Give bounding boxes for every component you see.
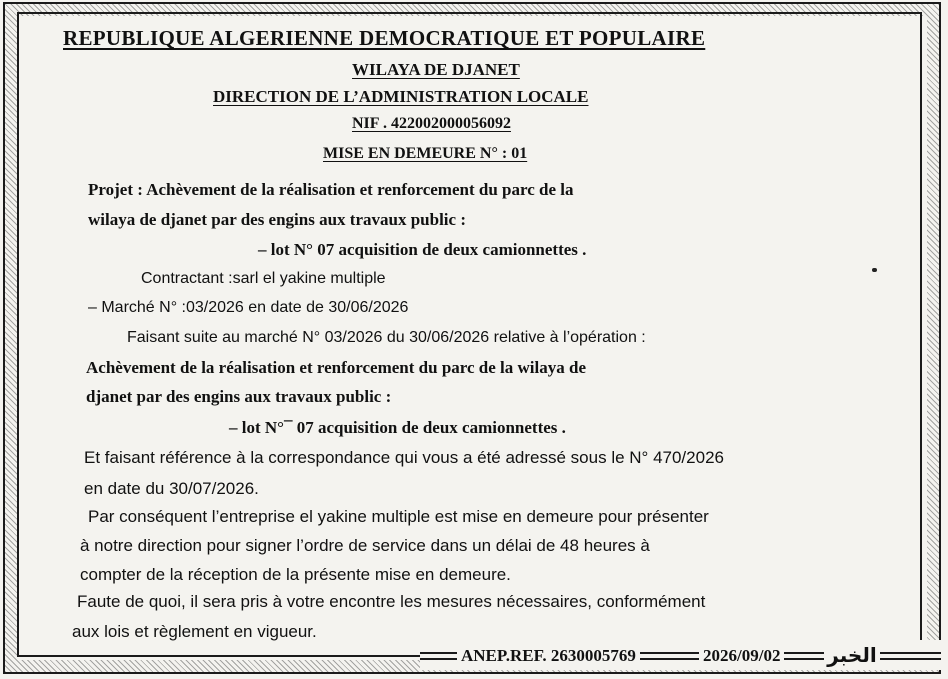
anep-reference: ANEP.REF. 2630005769	[457, 646, 640, 666]
marche-line: – Marché N° :03/2026 en date de 30/06/2026	[88, 299, 409, 316]
republic-heading: REPUBLIQUE ALGERIENNE DEMOCRATIQUE ET POPULAIRE	[63, 26, 706, 50]
project-line-2: wilaya de djanet par des engins aux travaux public :	[88, 210, 466, 229]
publication-date: 2026/09/02	[699, 646, 784, 666]
reference-line-2: en date du 30/07/2026.	[84, 479, 259, 498]
reference-line-1: Et faisant référence à la correspondance qui vous a été adressé sous le N° 470/2026	[84, 448, 724, 467]
consequence-line-3: compter de la réception de la présente mise en demeure.	[80, 565, 511, 584]
project-line-1: Projet : Achèvement de la réalisation et renforcement du parc de la	[88, 180, 574, 199]
contractant-line: Contractant :sarl el yakine multiple	[141, 270, 386, 287]
notice-title: MISE EN DEMEURE N° : 01	[323, 145, 528, 162]
lot-line-2: – lot N°¯ 07 acquisition de deux camionnettes .	[229, 418, 566, 437]
consequence-line-1: Par conséquent l’entreprise el yakine multiple est mise en demeure pour présenter	[88, 507, 709, 526]
logo-text: الخبر	[827, 643, 877, 667]
newspaper-logo	[824, 642, 880, 668]
consequence-line-2: à notre direction pour signer l’ordre de service dans un délai de 48 heures à	[80, 536, 650, 555]
suite-line: Faisant suite au marché N° 03/2026 du 30/06/2026 relative à l’opération :	[127, 329, 646, 346]
el-khabar-logo-icon	[824, 642, 880, 668]
direction-heading: DIRECTION DE L’ADMINISTRATION LOCALE	[213, 87, 589, 106]
lot-line-1: – lot N° 07 acquisition de deux camionnettes .	[258, 240, 587, 259]
achevement-line-2: djanet par des engins aux travaux public :	[86, 387, 392, 406]
wilaya-heading: WILAYA DE DJANET	[352, 60, 520, 79]
faute-line-1: Faute de quoi, il sera pris à votre encontre les mesures nécessaires, conformément	[77, 592, 706, 611]
faute-line-2: aux lois et règlement en vigueur.	[72, 622, 317, 641]
achevement-line-1: Achèvement de la réalisation et renforcement du parc de la wilaya de	[86, 358, 587, 377]
nif-heading: NIF . 422002000056092	[352, 115, 511, 132]
speck-mark	[872, 268, 877, 272]
